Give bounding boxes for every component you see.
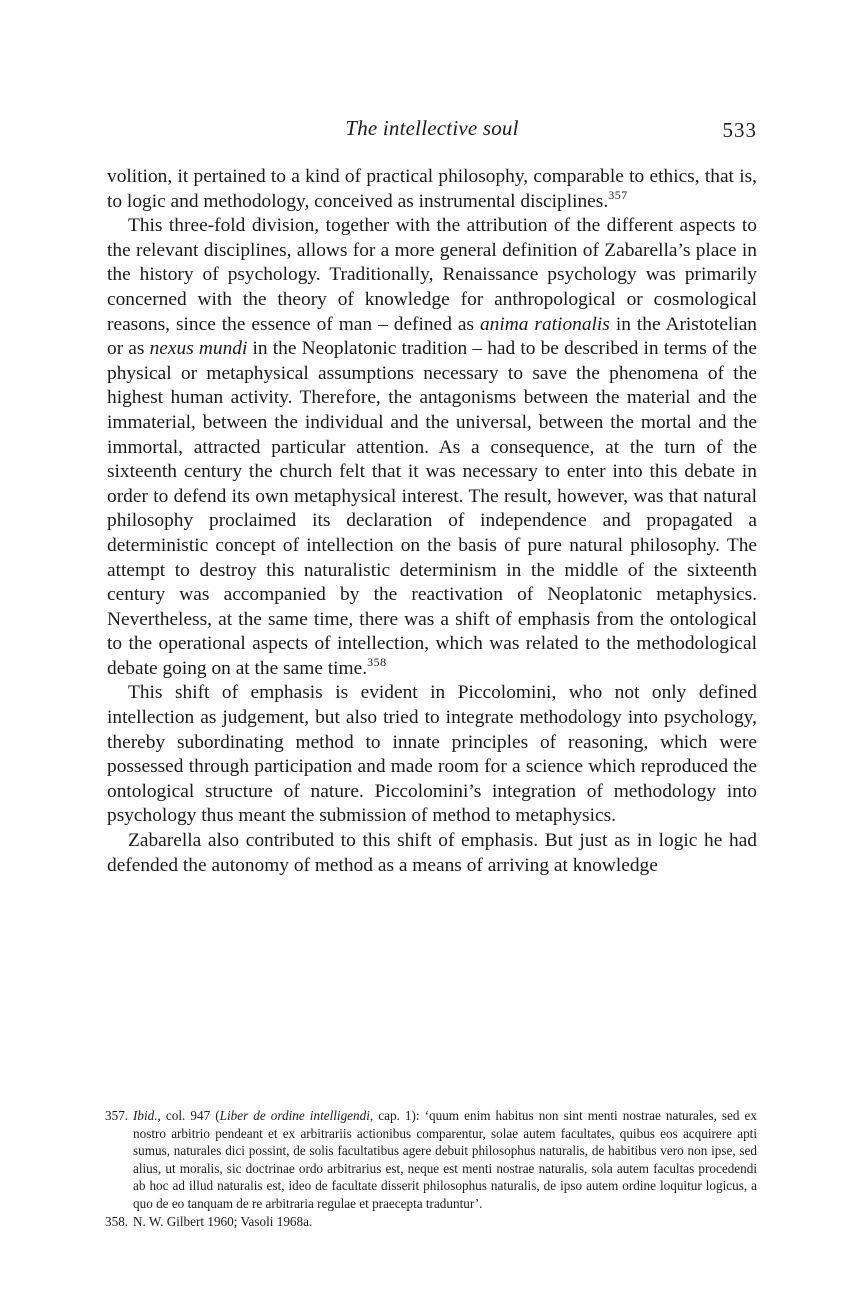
page-number: 533	[722, 118, 757, 142]
body-text	[107, 165, 757, 878]
footnote-text: N. W. Gilbert 1960; Vasoli 1968a.	[133, 1213, 313, 1229]
paragraph-1-text: volition, it pertained to a kind of practical philosophy, comparable to ethics, that is, to logic and methodology, conceived as instrumental disciplines.	[107, 166, 757, 212]
paragraph-1	[107, 165, 757, 214]
footnote-ref-357: 357	[608, 187, 628, 202]
paragraph-4: Zabarella also contributed to this shift of emphasis. But just as in logic he had defended the autonomy of method as a means of arriving at knowledge	[107, 830, 757, 876]
footnote-number: 357.	[105, 1108, 129, 1123]
footnote-ibid: Ibid.	[133, 1108, 158, 1123]
paragraph-3: This shift of emphasis is evident in Piccolomini, who not only defined intellection as judgement, but also tried to integrate methodology into psychology, thereby subordinating method to innate principles of reasoning, which were possessed through participation and made room for a science which reproduced the ontological structure of nature. Piccolomini’s integration of methodology into psychology thus meant the submission of method to metaphysics.	[107, 682, 757, 827]
footnotes	[107, 1107, 757, 1230]
term-anima-rationalis: anima rationalis	[479, 313, 610, 335]
term-nexus-mundi: nexus mundi	[149, 338, 248, 360]
running-head	[107, 116, 757, 146]
paragraph-2	[107, 214, 757, 681]
running-title: The intellective soul	[345, 116, 519, 140]
footnote-work-title: Liber de ordine intelligendi	[219, 1108, 370, 1123]
footnote-ref-358: 358	[367, 654, 387, 669]
footnote-358	[107, 1213, 757, 1231]
footnote-357	[107, 1107, 757, 1213]
footnote-number: 358.	[105, 1213, 129, 1229]
footnote-text-b: , cap. 1): ‘quum enim habitus non sint menti nostrae naturales, sed ex nostro arbitrio pendeant et ex arbitrariis actionibus comparentur, solae autem facultates, quibus eos acquirere apti sumus, naturales dici possint, de solis facultatibus agere debuit philosophus naturalis, de habitibus vero non ipse, sed alius, ut moralis, sic doctrinae ordo arbitrarius est, neque est menti nostrae naturalis, sola autem facultas procedendi ab hoc ad illud naturalis est, ideo de facultate disserit philosophus naturalis, de ipso autem ordine loquitur logicus, a quo de eo tanquam de re arbitraria regulae et praecepta traduntur’.	[133, 1108, 757, 1211]
paragraph-2-text-a: This three-fold division, together with the attribution of the different aspects to the relevant disciplines, allows for a more general definition of Zabarella’s place in the history of psychology. Traditionally, Renaissance psychology was primarily concerned with the theory of knowledge for anthropological or cosmological reasons, since the essence of man – defined as	[107, 215, 757, 335]
footnote-text-a: , col. 947 (	[157, 1108, 220, 1123]
paragraph-2-text-b: in the Aristotelian or as	[107, 313, 758, 360]
paragraph-2-text-c: in the Neoplatonic tradition – had to be described in terms of the physical or metaphysical assumptions necessary to save the phenomena of the highest human activity. Therefore, the antagonisms between the material and the immaterial, between the individual and the universal, between the mortal and the immortal, attracted particular attention. As a consequence, at the turn of the sixteenth century the church felt that it was necessary to enter into this debate in order to defend its own metaphysical interest. The result, however, was that natural philosophy proclaimed its declaration of independence and propagated a deterministic concept of intellection on the basis of pure natural philosophy. The attempt to destroy this naturalistic determinism in the middle of the sixteenth century was accompanied by the reactivation of Neoplatonic metaphysics. Nevertheless, at the same time, there was a shift of emphasis from the ontological to the operational aspects of intellection, which was related to the methodological debate going on at the same time.	[107, 338, 757, 679]
